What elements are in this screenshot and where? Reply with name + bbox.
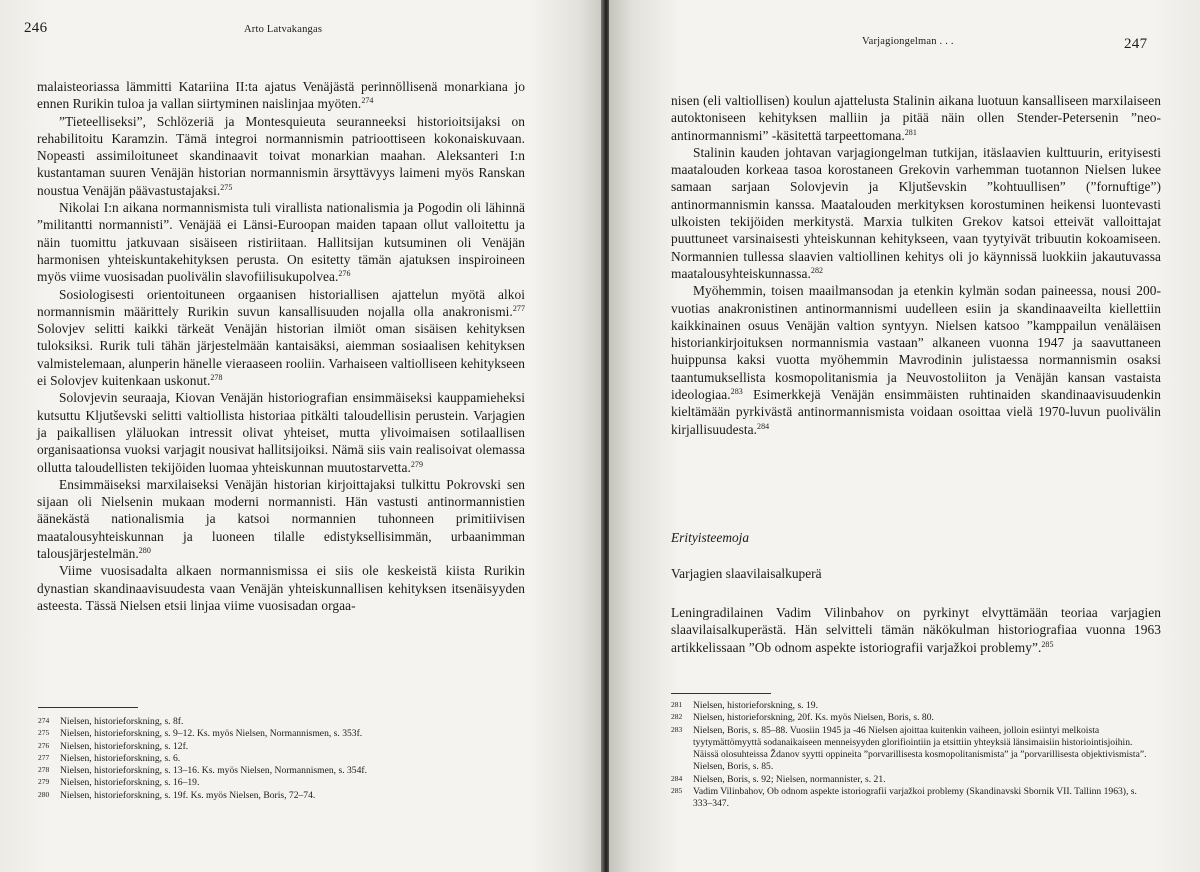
footnote: 282 Nielsen, historieforskning, 20f. Ks. myös Nielsen, Boris, s. 80. [671, 712, 934, 724]
left-footnotes [38, 716, 508, 802]
footnote: 278 Nielsen, historieforskning, s. 13–16. Ks. myös Nielsen, Normannismen, s. 354f. [38, 765, 367, 777]
footnote: 277 Nielsen, historieforskning, s. 6. [38, 752, 181, 764]
footnote: 284 Nielsen, Boris, s. 92; Nielsen, normannister, s. 21. [671, 773, 886, 785]
footnote: 280 Nielsen, historieforskning, s. 19f. Ks. myös Nielsen, Boris, 72–74. [38, 789, 316, 801]
paragraph: Myöhemmin, toisen maailmansodan ja etenkin kylmän sodan paineessa, nousi 200-vuotias anakronistinen antinormannismi uudelleen esiin ja skandinaaveilta kiellettiin kaikkinainen osuus Venäjän valtion syntyyn. Nielsen katsoo ”kamppailun venäläisen historiankirjoituksen normannismia vastaan” alkaneen vuonna 1947 ja saavuttaneen huippunsa kaksi vuotta myöhemmin Mavrodinin julistaessa normannismin osaksi taantumuksellista kosmopolitanismia ja Neuvostoliiton ja Venäjän kansan vastaista ideologiaa.$^{283}$ Esimerkkejä Venäjän ensimmäisten ruhtinaiden skandinaavisuudenkin kieltämään pyrkivästä antinormannismista voidaan osoittaa vielä 1970-luvun puolivälin kirjallisuudesta.$^{284}$ [671, 283, 1161, 437]
page-number: 247 [1124, 36, 1148, 52]
footnote-ref[interactable]: 276 [338, 269, 351, 279]
footnote-ref[interactable]: 283 [730, 387, 743, 397]
right-body-text [671, 92, 1161, 438]
running-head: Arto Latvakangas [244, 24, 323, 35]
footnote: 281 Nielsen, historieforskning, s. 19. [671, 700, 818, 711]
paragraph: Ensimmäiseksi marxilaiseksi Venäjän historian kirjoittajaksi tulkittu Pokrovski sen sijaan oli Nielsenin mukaan moderni normannisti. Hän vastusti antinormannistien äänekästä nationalismia ja katsoi normannien tuhonneen primitiivisen maatalousyhteiskunnan ja luoneen tilalle edistyksellisimmän, urbaanimman talousjärjestelmän.$^{280}$ [37, 476, 525, 562]
paragraph: Nikolai I:n aikana normannismista tuli virallista nationalismia ja Pogodin oli lähinnä ”militantti normannisti”. Venäjää ei Länsi-Euroopan maiden tapaan ollut valloitettu ja näin tuomittu jatkuvaan sisäiseen ristiriitaan. Hallitsijan kutsuminen oli Venäjän harmonisen yhteiskuntakehityksen perusta. On esitetty tämän ajatuksen inspiroineen myös viime vuosisadan puolivälin slavofiilisukupolvea.$^{276}$ [37, 200, 525, 285]
footnote: 274 Nielsen, historieforskning, s. 8f. [38, 716, 184, 727]
footnote: 275 Nielsen, historieforskning, s. 9–12. Ks. myös Nielsen, Normannismen, s. 353f. [38, 728, 363, 740]
page-number: 246 [24, 20, 48, 36]
paragraph: malaisteoriassa lämmitti Katariina II:ta ajatus Venäjästä perinnöllisenä monarkiana jo ennen Rurikin tuloa ja vallan siirtyminen naislinjaa myöten.$^{274}$ [37, 79, 525, 112]
footnote-ref[interactable]: 284 [757, 421, 770, 431]
footnote-ref[interactable]: 279 [410, 459, 423, 469]
left-body-text [37, 78, 525, 614]
footnote: 285 Vadim Vilinbahov, Ob odnom aspekte istoriografii varjažkoi problemy (Skandinavski Sbornik VII. Tallinn 1963), s. 333–347. [671, 786, 1137, 810]
paragraph: Viime vuosisadalta alkaen normannismissa ei siis ole keskeistä kiista Rurikin dynastian skandinaavisuudesta vaan Venäjän yhteiskunnallisen kehityksen itsenäisyyden asteesta. Tässä Nielsen etsii linjaa viime vuosisadan orgaa- [37, 563, 525, 613]
footnote-ref[interactable]: 275 [220, 182, 233, 192]
footnote: 279 Nielsen, historieforskning, s. 16–19. [38, 777, 200, 789]
paragraph: Solovjevin seuraaja, Kiovan Venäjän historiografian ensimmäiseksi kauppamieheksi kutsuttu Kljutševski selitti valtiollista historiaa pitkälti taloudellisin perustein. Varjagien ja paikallisen yläluokan intressit olivat yhteiset, mutta ylivoimaisen sotilaallisen organisaationsa vuoksi varjagit nousivat hallitsijoiksi. Nämä siis vain realisoivat olemassa ollutta taloudellisten tekijöiden luomaa yhteiskunnan muutostarvetta.$^{279}$ [37, 390, 525, 475]
footnote-ref[interactable]: 282 [810, 265, 824, 275]
running-head: Varjagiongelman . . . [862, 36, 954, 47]
paragraph: Leningradilainen Vadim Vilinbahov on pyrkinyt elvyttämään teoriaa varjagien slaavilaisalkuperästä. Hän selvitteli tämän näkökulman historiografiaa vuonna 1963 artikkelissaan ”Ob odnom aspekte istoriografii varjažkoi problemy”.$^{285}$ [671, 605, 1161, 655]
footnote-ref[interactable]: 285 [1041, 639, 1054, 649]
subsection-title: Varjagien slaavilaisalkuperä [671, 566, 822, 581]
footnote-ref[interactable]: 280 [138, 546, 151, 556]
section-title: Erityisteemoja [671, 530, 750, 545]
footnote-divider [38, 707, 138, 708]
footnote-ref[interactable]: 274 [361, 96, 374, 106]
footnote-ref[interactable]: 281 [904, 127, 917, 137]
footnote: 283 Nielsen, Boris, s. 85–88. Vuosiin 1945 ja -46 Nielsen ajoittaa kuitenkin vaiheen, jolloin esiintyi melkoista tyytymättömyyttä sodanaikaiseen menneisyyden glorifiointiin ja etsittiin yhteyksiä länsimaisiin historiointisjoihin. Näissä olosuhteissa Ždanov syytti oppineita ”porvarillisesta kosmopolitanismista” ja ”porvarillisesta objektivismista”. Nielsen, Boris, s. 85. [671, 724, 1147, 773]
paragraph: Sosiologisesti orientoituneen orgaanisen historiallisen ajattelun myötä alkoi normannismin määrittely Rurikin suvun kansallisuuden nojalla olla anakronismi.$^{277}$ Solovjev selitti kaikki tärkeät Venäjän historian ilmiöt oman sisäisen kehityksen tuloksiksi. Rurik tuli tähän järjestelmään kantaisäksi, aiemman sosiaalisen kehityksen valmistelemaan, alunperin hänelle vieraaseen rooliin. Varhaiseen valtiolliseen kehitykseen ei Solovjev kuitenkaan uskonut.$^{278}$ [37, 286, 525, 389]
footnote: 276 Nielsen, historieforskning, s. 12f. [38, 740, 189, 752]
paragraph: ”Tieteelliseksi”, Schlözeriä ja Montesquieuta seuranneeksi historioitsijaksi on rehabilitoitu Karamzin. Tämä integroi normannismin patrioottiseen kokonaiskuvaan. Nopeasti assimiloituneet skandinaavit toivat monarkian maahan. Aleksanteri I:n kustantaman suuren Venäjän historian normannismin ärsyttävyys laimeni myös Ranskan noustua Venäjän päävastustajaksi.$^{275}$ [37, 113, 525, 198]
paragraph: nisen (eli valtiollisen) koulun ajattelusta Stalinin aikana luotuun kansalliseen marxilaiseen autoktoniseen kehityksen malliin ja pitää näin ollen Stender-Petersenin ”neo-antinormannismi” -käsitettä tarpeettomana.$^{281}$ [671, 93, 1161, 143]
right-footnotes [671, 700, 1151, 811]
right-page [609, 0, 1200, 872]
footnote-ref[interactable]: 277 [512, 303, 525, 313]
section-body-text [671, 604, 1161, 656]
paragraph: Stalinin kauden johtavan varjagiongelman tutkijan, itäslaavien kulttuurin, erityisesti maatalouden korkeaa tasoa korostaneen Grekovin varhemman tuotannon Nielsen lukee samaan sarjaan Solovjevin ja Kljutševskin ”kohtuullisen” (”fornuftige”) antinormannismin kanssa. Maatalouden merkityksen korostuminen heikensi luontevasti ulkoisten tekijöiden merkitystä. Marxia tulkiten Grekov katsoi etteivät valloittajat puuttuneet varsinaisesti yhteiskunnan kehitykseen, vaan tyytyivät tribuutin kokoamiseen. Normannien tullessa slaavien valtiollinen kehitys oli jo käynnissä luokkiin jakautuvassa maatalousyhteiskunnassa.$^{282}$ [671, 144, 1161, 281]
footnote-divider [671, 693, 771, 694]
footnote-ref[interactable]: 278 [210, 373, 223, 383]
